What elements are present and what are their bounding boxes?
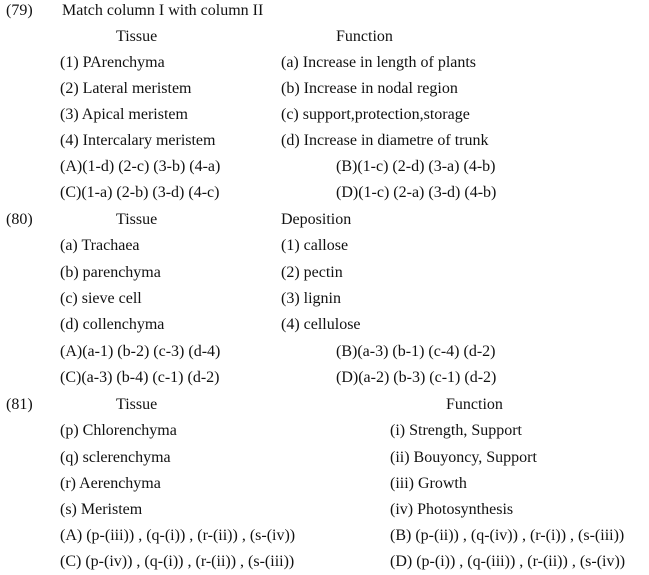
answer-option-d[interactable]: (D)(a-2) (b-3) (c-1) (d-2) [336,369,497,386]
answer-option-c[interactable]: (C)(1-a) (2-b) (3-d) (4-c) [60,184,220,201]
column-1-item: (r) Aerenchyma [60,475,161,492]
column-2-header: Function [336,28,393,45]
column-2-header: Deposition [281,211,352,228]
column-1-item: (2) Lateral meristem [60,80,192,97]
column-2-item: (iv) Photosynthesis [390,501,514,518]
answer-option-a[interactable]: (A)(1-d) (2-c) (3-b) (4-a) [60,158,221,175]
column-2-item: (b) Increase in nodal region [281,80,458,97]
column-1-header: Tissue [116,28,158,45]
answer-option-b[interactable]: (B)(1-c) (2-d) (3-a) (4-b) [336,158,496,175]
column-2-item: (i) Strength, Support [390,422,522,439]
column-1-item: (s) Meristem [60,501,143,518]
question-number: (81) [6,396,33,413]
column-1-header: Tissue [116,396,158,413]
answer-option-c[interactable]: (C) (p-(iv)) , (q-(i)) , (r-(ii)) , (s-(iii)) [60,553,295,570]
column-1-item: (4) Intercalary meristem [60,132,216,149]
question-prompt: Match column I with column II [62,2,264,19]
column-1-item: (a) Trachaea [60,237,140,254]
column-1-item: (q) sclerenchyma [60,449,171,466]
column-2-item: (c) support,protection,storage [281,106,470,123]
column-2-item: (iii) Growth [390,475,467,492]
column-2-item: (1) callose [281,237,349,254]
column-2-item: (3) lignin [281,290,341,307]
question-number: (79) [6,2,33,19]
column-1-header: Tissue [116,211,158,228]
answer-option-a[interactable]: (A)(a-1) (b-2) (c-3) (d-4) [60,343,221,360]
answer-option-c[interactable]: (C)(a-3) (b-4) (c-1) (d-2) [60,369,220,386]
answer-option-a[interactable]: (A) (p-(iii)) , (q-(i)) , (r-(ii)) , (s-(iv)) [60,527,296,544]
answer-option-b[interactable]: (B)(a-3) (b-1) (c-4) (d-2) [336,343,496,360]
column-1-item: (b) parenchyma [60,264,161,281]
answer-option-d[interactable]: (D) (p-(i)) , (q-(iii)) , (r-(ii)) , (s-(iv)) [390,553,626,570]
column-1-item: (c) sieve cell [60,290,142,307]
column-1-item: (1) PArenchyma [60,54,165,71]
answer-option-b[interactable]: (B) (p-(ii)) , (q-(iv)) , (r-(i)) , (s-(iii)) [390,527,625,544]
column-2-item: (4) cellulose [281,316,361,333]
question-number: (80) [6,211,33,228]
column-2-header: Function [446,396,503,413]
answer-option-d[interactable]: (D)(1-c) (2-a) (3-d) (4-b) [336,184,497,201]
column-2-item: (d) Increase in diametre of trunk [281,132,489,149]
column-1-item: (3) Apical meristem [60,106,188,123]
column-2-item: (2) pectin [281,264,343,281]
column-1-item: (p) Chlorenchyma [60,422,177,439]
column-2-item: (a) Increase in length of plants [281,54,477,71]
column-1-item: (d) collenchyma [60,316,165,333]
column-2-item: (ii) Bouyoncy, Support [390,449,537,466]
